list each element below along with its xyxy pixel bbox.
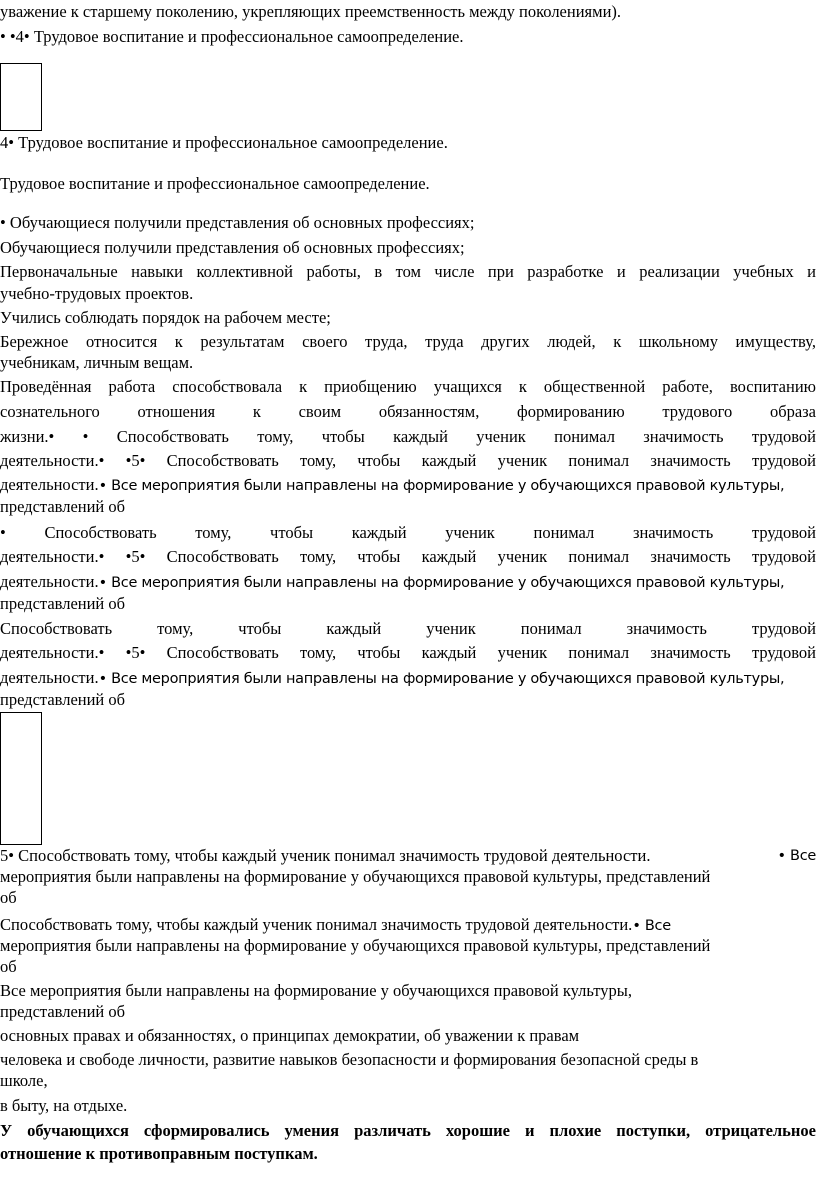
text-line: сознательного отношения к своим обязанностям, формированию трудового образа: [0, 402, 816, 421]
text-line: Способствовать тому, чтобы каждый ученик понимал значимость трудовой: [0, 619, 816, 638]
text-line: • Способствовать тому, чтобы каждый ученик понимал значимость трудовой: [0, 523, 816, 542]
text-line: человека и свободе личности, развитие навыков безопасности и формирования безопасной среды в: [0, 1050, 699, 1069]
text-line: • •4• Трудовое воспитание и профессиональное самоопределение.: [0, 27, 464, 46]
text-line: представлений об: [0, 1002, 126, 1021]
text-segment: Способствовать тому, чтобы каждый ученик понимал значимость трудовой деятельности.: [0, 915, 633, 934]
text-segment: • Все: [632, 918, 671, 934]
text-line: [0, 846, 816, 866]
text-line: • Обучающиеся получили представления об основных профессиях;: [0, 213, 475, 232]
text-line: учебникам, личным вещам.: [0, 353, 194, 372]
text-line: деятельности.• •5• Способствовать тому, чтобы каждый ученик понимал значимость трудовой: [0, 451, 816, 470]
text-line: Учились соблюдать порядок на рабочем месте;: [0, 308, 331, 327]
text-line: отношение к противоправным поступкам.: [0, 1144, 318, 1163]
text-segment: • Все мероприятия были направлены на формирование у обучающихся правовой культуры,: [98, 671, 785, 687]
text-line: жизни.• • Способствовать тому, чтобы каждый ученик понимал значимость трудовой: [0, 427, 816, 446]
text-line: Трудовое воспитание и профессиональное самоопределение.: [0, 174, 430, 193]
text-line: мероприятия были направлены на формирование у обучающихся правовой культуры, представлений: [0, 936, 711, 955]
text-line: представлений об: [0, 497, 126, 516]
text-segment: 5• Способствовать тому, чтобы каждый ученик понимал значимость трудовой деятельности.: [0, 846, 651, 865]
text-line: Проведённая работа способствовала к приобщению учащихся к общественной работе, воспитанию: [0, 377, 816, 396]
text-line: [0, 668, 816, 689]
text-segment: • Все: [777, 848, 816, 864]
text-line: учебно-трудовых проектов.: [0, 284, 194, 303]
text-segment: деятельности.: [0, 572, 99, 591]
text-line: деятельности.• •5• Способствовать тому, чтобы каждый ученик понимал значимость трудовой: [0, 547, 816, 566]
text-line: [0, 475, 816, 496]
text-line: школе,: [0, 1071, 48, 1090]
text-line: Бережное относится к результатам своего труда, труда других людей, к школьному имуществу,: [0, 332, 816, 351]
text-line: мероприятия были направлены на формирование у обучающихся правовой культуры, представлений: [0, 867, 711, 886]
text-line: [0, 572, 816, 593]
text-line: 4• Трудовое воспитание и профессиональное самоопределение.: [0, 133, 448, 152]
text-line: основных правах и обязанностях, о принципах демократии, об уважении к правам: [0, 1026, 580, 1045]
text-line: об: [0, 888, 17, 907]
text-segment: деятельности.: [0, 668, 99, 687]
text-line: Первоначальные навыки коллективной работы, в том числе при разработке и реализации учебных и: [0, 262, 816, 281]
empty-image-frame: [0, 712, 42, 845]
empty-image-frame: [0, 63, 42, 131]
text-segment: • Все мероприятия были направлены на формирование у обучающихся правовой культуры,: [98, 478, 785, 494]
text-segment: деятельности.: [0, 475, 99, 494]
text-line: уважение к старшему поколению, укрепляющих преемственность между поколениями).: [0, 2, 622, 21]
text-line: представлений об: [0, 594, 126, 613]
text-segment: • Все мероприятия были направлены на формирование у обучающихся правовой культуры,: [98, 575, 785, 591]
text-line: Все мероприятия были направлены на формирование у обучающихся правовой культуры,: [0, 981, 632, 1000]
text-line: в быту, на отдыхе.: [0, 1096, 128, 1115]
text-line: Обучающиеся получили представления об основных профессиях;: [0, 238, 465, 257]
text-line: [0, 915, 816, 936]
text-line: деятельности.• •5• Способствовать тому, чтобы каждый ученик понимал значимость трудовой: [0, 643, 816, 662]
text-line: У обучающихся сформировались умения различать хорошие и плохие поступки, отрицательное: [0, 1121, 816, 1140]
text-line: представлений об: [0, 690, 126, 709]
text-line: об: [0, 957, 17, 976]
